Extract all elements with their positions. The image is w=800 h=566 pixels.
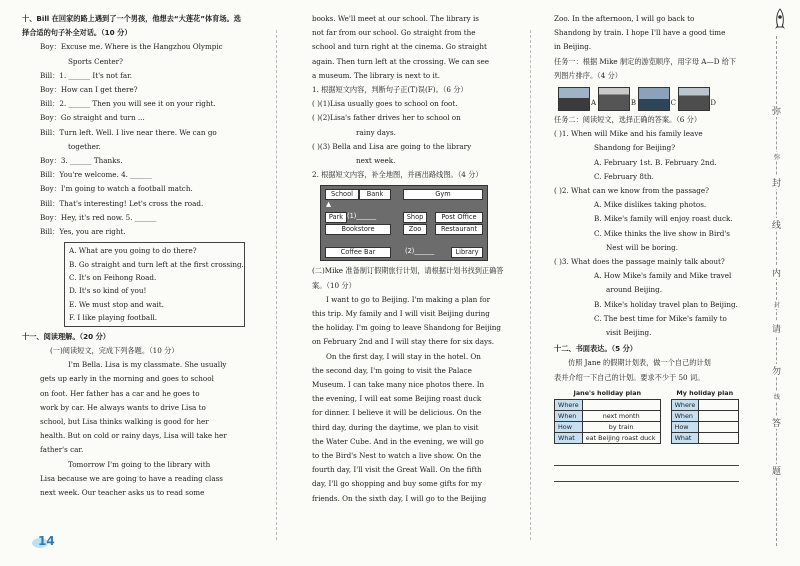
q1-title: 1. 根据短文内容，判断句子正(T)误(F)。（6 分） <box>312 85 468 95</box>
seal-char: 请 <box>772 322 781 335</box>
mc-line: C. The best time for Mike's family to <box>594 313 727 323</box>
map-start-marker: ▲ <box>326 200 332 209</box>
passage-line: father's car. <box>40 445 84 455</box>
dialog-line: Bill：That's interesting! Let's cross the road. <box>40 198 204 208</box>
q2-title: 2. 根据短文内容，补全地图，并画出路线图。（4 分） <box>312 170 483 180</box>
seal-char: 题 <box>772 464 781 477</box>
tf-item: ( )(1)Lisa usually goes to school on foot. <box>312 99 458 109</box>
passage-line: on foot. Her father has a car and he goes to <box>40 388 200 398</box>
passage-line: school and turn right at the cinema. Go straight <box>312 42 487 52</box>
passage-line: the second day, I'm going to visit the Palace <box>312 365 472 375</box>
writing-line[interactable] <box>554 452 739 466</box>
map-gym: Gym <box>403 189 483 200</box>
my-plan-table[interactable] <box>671 399 739 444</box>
mc-line: ( )2. What can we know from the passage? <box>554 186 710 196</box>
dialog-line: Boy：Hey, it's red now. 5. ______ <box>40 212 157 222</box>
table-row: What eat Beijing roast duck <box>555 432 661 443</box>
passage-line: the holiday. I'm going to leave Shandong for Beijing <box>312 323 501 333</box>
map-restaurant: Restaurant <box>435 224 483 235</box>
mc-line: A. Mike dislikes taking photos. <box>594 200 707 210</box>
seal-char: 封 <box>774 302 781 309</box>
seal-char: 线 <box>772 218 781 231</box>
map-school: School <box>325 189 359 200</box>
passage-line: again. Then turn left at the crossing. We can see <box>312 56 490 66</box>
writing-line[interactable] <box>554 468 739 482</box>
passage-line: the Water Cube. And in the evening, we will go <box>312 436 484 446</box>
passage-line: I'm Bella. Lisa is my classmate. She usually <box>68 360 227 370</box>
dialog-line: together. <box>68 141 101 151</box>
passage-line: to the Bird's Nest to watch a live show. On the <box>312 451 482 461</box>
page-number: 14 <box>38 534 55 548</box>
column-right <box>554 12 739 482</box>
passage-line: school, but Lisa thinks walking is good for her <box>40 416 209 426</box>
dialog-line: Boy：Go straight and turn ... <box>40 113 145 123</box>
table-row: How by train <box>555 421 661 432</box>
passage-line: health. But on cold or rainy days, Lisa will take her <box>40 431 227 441</box>
seal-char: 答 <box>772 416 781 429</box>
map-shop: Shop <box>403 212 427 223</box>
section-12-title: 十二、书面表达。（5 分） <box>554 344 637 354</box>
option-item: D. It's so kind of you! <box>69 286 147 296</box>
dialog-line: Bill：You're welcome. 4. ______ <box>40 170 152 180</box>
water-cube-photo: C <box>638 87 670 111</box>
option-item: F. I like playing football. <box>69 313 158 323</box>
passage-line: work by car. He always wants to drive Lisa to <box>40 402 206 412</box>
photo-row <box>558 87 739 111</box>
option-item: C. It's on Feihong Road. <box>69 273 157 283</box>
passage-line: in Beijing. <box>554 42 592 52</box>
dialog-line: Bill：2. ______ Then you will see it on your right. <box>40 99 216 109</box>
table-row: How <box>671 421 738 432</box>
dialog-line: Boy：3. ______ Thanks. <box>40 156 123 166</box>
tf-item: rainy days. <box>356 127 396 137</box>
passage-line: on February 2nd and I will stay there for six days. <box>312 337 495 347</box>
mc-line: B. Mike's family will enjoy roast duck. <box>594 214 733 224</box>
passage-line: this trip. My family and I will visit Beijing during <box>312 309 490 319</box>
dialog-line: Sports Center? <box>68 56 123 66</box>
jane-plan-title: Jane's holiday plan <box>573 388 642 397</box>
passage-line: Shandong by train. I hope I'll have a good time <box>554 28 726 38</box>
passage-line: books. We'll meet at our school. The library is <box>312 14 479 23</box>
section-11-title: 十一、阅读理解。（20 分） <box>22 331 110 341</box>
passage-line: the evening, I will eat some Beijing roast duck <box>312 394 482 404</box>
mc-line: ( )1. When will Mike and his family leave <box>554 129 703 139</box>
column-middle <box>312 12 517 506</box>
table-row: Where <box>671 399 738 410</box>
mc-line: visit Beijing. <box>606 328 652 338</box>
passage-line: Museum. I can take many nice photos there. In <box>312 380 485 390</box>
seal-char: 勿 <box>772 364 781 377</box>
passage-line: I want to go to Beijing. I'm making a plan for <box>326 294 491 304</box>
passage-line: next week. Our teacher asks us to read some <box>40 487 205 497</box>
passage-line: On the first day, I will stay in the hotel. On <box>326 351 481 361</box>
passage-line: a museum. The library is next to it. <box>312 70 440 80</box>
map-blank-1: (1)______ <box>347 212 377 221</box>
great-wall-photo: D <box>678 87 710 111</box>
map-post-office: Post Office <box>435 212 483 223</box>
task1-title: 任务一：根据 Mike 制定的游览顺序，用字母 A—D 给下列图片排序。（4 分） <box>554 56 737 80</box>
passage-line: friends. On the sixth day, I will go to the Beijing <box>312 493 487 503</box>
rocket-icon <box>770 8 790 32</box>
mc-line: C. Mike thinks the live show in Bird's <box>594 228 730 238</box>
map-library: Library <box>451 247 483 258</box>
table-row: When next month <box>555 410 661 421</box>
mc-line: around Beijing. <box>606 285 663 295</box>
map-park: Park <box>325 212 347 223</box>
passage-line: Lisa because we are going to have a reading class <box>40 473 224 483</box>
dialog-line: Boy：How can I get there? <box>40 85 138 95</box>
map-coffee-bar: Coffee Bar <box>325 247 391 258</box>
column-divider <box>530 30 531 540</box>
table-row: Where <box>555 399 661 410</box>
map-bookstore: Bookstore <box>325 224 391 235</box>
passage-line: for dinner. I believe it will be delicious. On the <box>312 408 482 418</box>
option-item: A. What are you going to do there? <box>69 246 197 256</box>
option-item: B. Go straight and turn left at the first crossing. <box>69 259 244 269</box>
jane-plan <box>554 387 661 444</box>
map-zoo: Zoo <box>403 224 427 235</box>
mc-line: A. How Mike's family and Mike travel <box>594 271 732 281</box>
tf-item: ( )(3) Bella and Lisa are going to the library <box>312 141 472 151</box>
seal-char: 封 <box>772 176 781 189</box>
map-bank: Bank <box>359 189 391 200</box>
passage-line: day, I'll go shopping and buy some gifts for my <box>312 479 482 489</box>
mc-line: Nest will be boring. <box>606 242 679 252</box>
dialog-line: Bill：1. ______ It's not far. <box>40 70 133 80</box>
jane-plan-table <box>554 399 661 444</box>
dialog-line: Bill：Yes, you are right. <box>40 227 126 237</box>
options-box <box>64 242 245 326</box>
my-plan-title: My holiday plan <box>676 388 734 397</box>
tf-item: ( )(2)Lisa's father drives her to school on <box>312 113 461 123</box>
option-item: E. We must stop and wait. <box>69 299 164 309</box>
section-10-title: 十、Bill 在回家的路上遇到了一个男孩，他想去“大莲花”体育场。选择合适的句子补全对话。（10 分） <box>22 14 241 38</box>
plan-tables <box>554 387 739 444</box>
mc-line: Shandong for Beijing? <box>594 143 676 153</box>
mc-line: ( )3. What does the passage mainly talk about? <box>554 257 725 267</box>
prompt-line: 表并介绍一下自己的计划。要求不少于 50 词。 <box>554 372 705 382</box>
zoo-photo: B <box>598 87 630 111</box>
prompt-line: 仿照 Jane 的假期计划表，做一个自己的计划 <box>568 358 711 368</box>
passage-line: gets up early in the morning and goes to school <box>40 374 214 384</box>
seal-sidebar <box>746 0 800 566</box>
mc-line: B. Mike's holiday travel plan to Beijing. <box>594 299 738 309</box>
map-blank-2: (2)______ <box>405 247 435 256</box>
dialog-line: Bill：Turn left. Well. I live near there. We can go <box>40 127 217 137</box>
dialog-line: Boy：I'm going to watch a football match. <box>40 184 193 194</box>
column-left <box>22 12 245 500</box>
seal-char: 弥 <box>774 154 781 161</box>
column-divider <box>276 30 277 540</box>
mc-line: C. February 8th. <box>594 171 654 181</box>
passage-line: not far from our school. Go straight from the <box>312 28 476 38</box>
tf-item: next week. <box>356 156 396 166</box>
passage-line: Zoo. In the afternoon, I will go back to <box>554 14 695 23</box>
my-plan <box>671 387 739 444</box>
passage-line: Tomorrow I'm going to the library with <box>68 459 211 469</box>
part2-title: (二)Mike 准备制订假期旅行计划，请根据计划书找到正确答案。（10 分） <box>312 266 504 290</box>
table-row: What <box>671 432 738 443</box>
part1-title: (一)阅读短文，完成下列各题。（10 分） <box>50 345 179 355</box>
seal-char: 线 <box>774 394 781 401</box>
palace-photo: A <box>558 87 590 111</box>
passage-line: fourth day, I'll visit the Great Wall. On the fifth <box>312 465 482 475</box>
seal-char: 弥 <box>772 104 781 117</box>
task2-title: 任务二：阅读短文，选择正确的答案。（6 分） <box>554 115 702 125</box>
passage-line: third day, during the daytime, we plan to visit <box>312 422 479 432</box>
dialog-line: Boy：Excuse me. Where is the Hangzhou Olympic <box>40 42 223 52</box>
table-row: When <box>671 410 738 421</box>
route-map[interactable] <box>320 185 488 261</box>
mc-line: A. February 1st. B. February 2nd. <box>594 157 717 167</box>
seal-char: 内 <box>772 266 781 279</box>
